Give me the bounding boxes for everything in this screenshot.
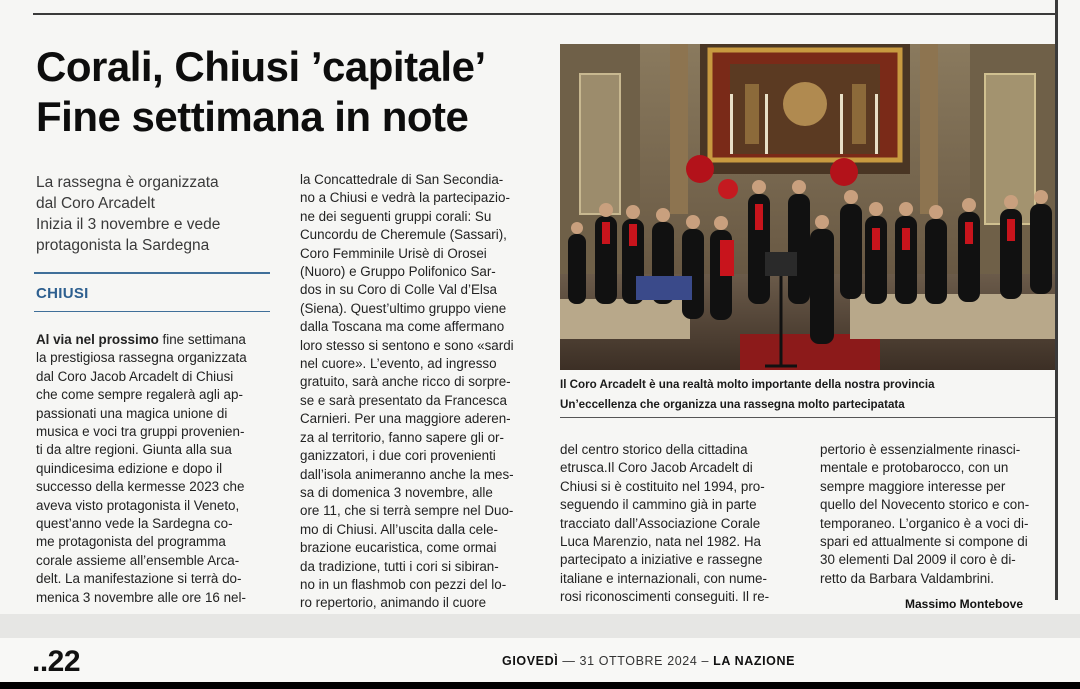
article-line: da tradizione, tutti i cori si sibiran- — [300, 558, 499, 574]
author-signature: Massimo Montebove — [905, 597, 1024, 611]
article-line: brazione eucaristica, come ormai — [300, 540, 497, 556]
article-line: sa di domenica 3 novembre, alle — [300, 484, 493, 500]
article-line: ro repertorio, animando il cuore — [300, 595, 487, 611]
article-line: loro stesso si sentono e sono «sardi — [300, 337, 514, 353]
article-line: (Nuoro) e Gruppo Polifonico Sar- — [300, 264, 496, 280]
deck — [36, 172, 271, 256]
photo-caption — [560, 375, 1055, 415]
article-line: musica e voci tra gruppi provenien- — [36, 424, 245, 440]
article-line: corale assieme all’ensemble Arca- — [36, 552, 240, 568]
article-line: menica 3 novembre alle ore 16 nel- — [36, 589, 246, 605]
article-line: etrusca.Il Coro Jacob Arcadelt di — [560, 460, 753, 476]
article-line: retto da Barbara Valdambrini. — [820, 570, 994, 586]
article-line: rosi riconoscimenti conseguiti. Il re- — [560, 589, 770, 605]
deck-line: Inizia il 3 novembre e vede — [36, 216, 221, 233]
article-column-4 — [820, 441, 1058, 588]
section-rule — [34, 311, 270, 312]
article-line: Coro Femminile Urisè di Orosei — [300, 245, 487, 261]
article-line: za al territorio, fanno sapere gli or- — [300, 429, 504, 445]
article-line: pertorio è essenzialmente rinasci- — [820, 442, 1021, 457]
choir-photo — [560, 44, 1055, 370]
dateline-day: GIOVEDÌ — [502, 654, 559, 668]
article-line: dalla Toscana ma come affermano — [300, 319, 505, 335]
footer-gap — [0, 614, 1080, 638]
article-line: no in un flashmob con pezzi del lo- — [300, 576, 507, 592]
choir-photo-illustration — [560, 44, 1055, 370]
article-column-1 — [36, 331, 274, 607]
section-label: CHIUSI — [36, 285, 89, 302]
deck-line: protagonista la Sardegna — [36, 237, 210, 254]
article-line: spari ed attualmente si compone di — [820, 534, 1028, 550]
article-line: sempre maggiore interesse per — [820, 478, 1006, 494]
article-line: tracciato dall’Associazione Corale — [560, 515, 761, 531]
article-column-3 — [560, 441, 798, 607]
article-line: mo di Chiusi. All’uscita dalla cele- — [300, 521, 498, 537]
article-line: ti da altre regioni. Giunta alla sua — [36, 442, 232, 458]
top-rule — [33, 13, 1055, 15]
bottom-bar — [0, 682, 1080, 689]
article-line: passionati una magica unione di — [36, 405, 228, 421]
lead-in: Al via nel prossimo — [36, 332, 159, 347]
dateline-dash: — — [558, 654, 580, 668]
article-line — [36, 331, 274, 349]
section-rule — [34, 272, 270, 274]
article-line: dal Coro Jacob Arcadelt di Chiusi — [36, 368, 234, 384]
article-line: successo della kermesse 2023 che — [36, 479, 245, 495]
article-line: quindicesima edizione e dopo il — [36, 460, 223, 476]
article-line: (Siena). Quest’ultimo gruppo viene — [300, 300, 507, 316]
article-line: ne dei seguenti gruppi corali: Su — [300, 208, 492, 224]
article-line: la Concattedrale di San Secondia- — [300, 172, 504, 187]
headline-line-1: Corali, Chiusi ’capitale’ — [36, 43, 486, 90]
article-line: Carnieri. Per una maggiore aderen- — [300, 411, 511, 427]
article-line: quest’anno vede la Sardegna co- — [36, 516, 233, 532]
article-line: la prestigiosa rassegna organizzata — [36, 350, 247, 366]
article-line: Luca Marenzio, nata nel 1982. Ha — [560, 534, 761, 550]
deck-line: dal Coro Arcadelt — [36, 195, 155, 212]
article-line: italiane e internazionali, con nume- — [560, 570, 767, 586]
article-line: quello del Novecento storico e con- — [820, 497, 1030, 513]
dateline-paper: LA NAZIONE — [713, 654, 796, 668]
dateline — [502, 654, 795, 668]
lead-rest: fine settimana — [158, 332, 246, 347]
article-line: che come sempre regalerà agli ap- — [36, 387, 243, 403]
article-line: se e sarà presentato da Francesca — [300, 392, 507, 408]
article-line: partecipato a iniziative e rassegne — [560, 552, 763, 568]
article-line: ore 11, che si terrà sempre nel Duo- — [300, 503, 514, 519]
caption-line-1: Il Coro Arcadelt è una realtà molto importante della nostra provincia — [560, 378, 935, 391]
article-line: 30 elementi Dal 2009 il coro è di- — [820, 552, 1016, 568]
article-line: me protagonista del programma — [36, 534, 226, 550]
deck-line: La rassegna è organizzata — [36, 174, 219, 191]
caption-rule — [560, 417, 1055, 418]
caption-line-2: Un’eccellenza che organizza una rassegna molto partecipatata — [560, 398, 905, 411]
article-line: Cuncordu de Cheremule (Sassari), — [300, 227, 507, 243]
article-line: temporaneo. L’organico è a voci di- — [820, 515, 1029, 531]
article-line: nel cuore». L’evento, ad ingresso — [300, 356, 497, 372]
article-line: Chiusi si è costituito nel 1994, pro- — [560, 478, 765, 494]
article-column-2 — [300, 171, 538, 613]
article-line: dall’isola animeranno anche la mes- — [300, 466, 514, 482]
article-line: mentale e protobarocco, con un — [820, 460, 1009, 476]
article-line: aveva visto protagonista il Veneto, — [36, 497, 240, 513]
article-line: del centro storico della cittadina — [560, 442, 748, 457]
headline — [36, 42, 556, 142]
dateline-dash: – — [697, 654, 714, 668]
article-line: dos in su Coro di Colle Val d’Elsa — [300, 282, 497, 298]
article-line: delt. La manifestazione si terrà do- — [36, 571, 242, 587]
article-line: no a Chiusi e vedrà la partecipazio- — [300, 190, 510, 206]
dateline-date: 31 OTTOBRE 2024 — [579, 654, 698, 668]
page-number: ..22 — [32, 645, 81, 678]
article-line: seguendo il cammino già in parte — [560, 497, 757, 513]
article-line: gratuito, sarà anche ricco di sorpre- — [300, 374, 511, 390]
article-line: ganizzatori, i due cori provenienti — [300, 448, 496, 464]
headline-line-2: Fine settimana in note — [36, 93, 469, 140]
